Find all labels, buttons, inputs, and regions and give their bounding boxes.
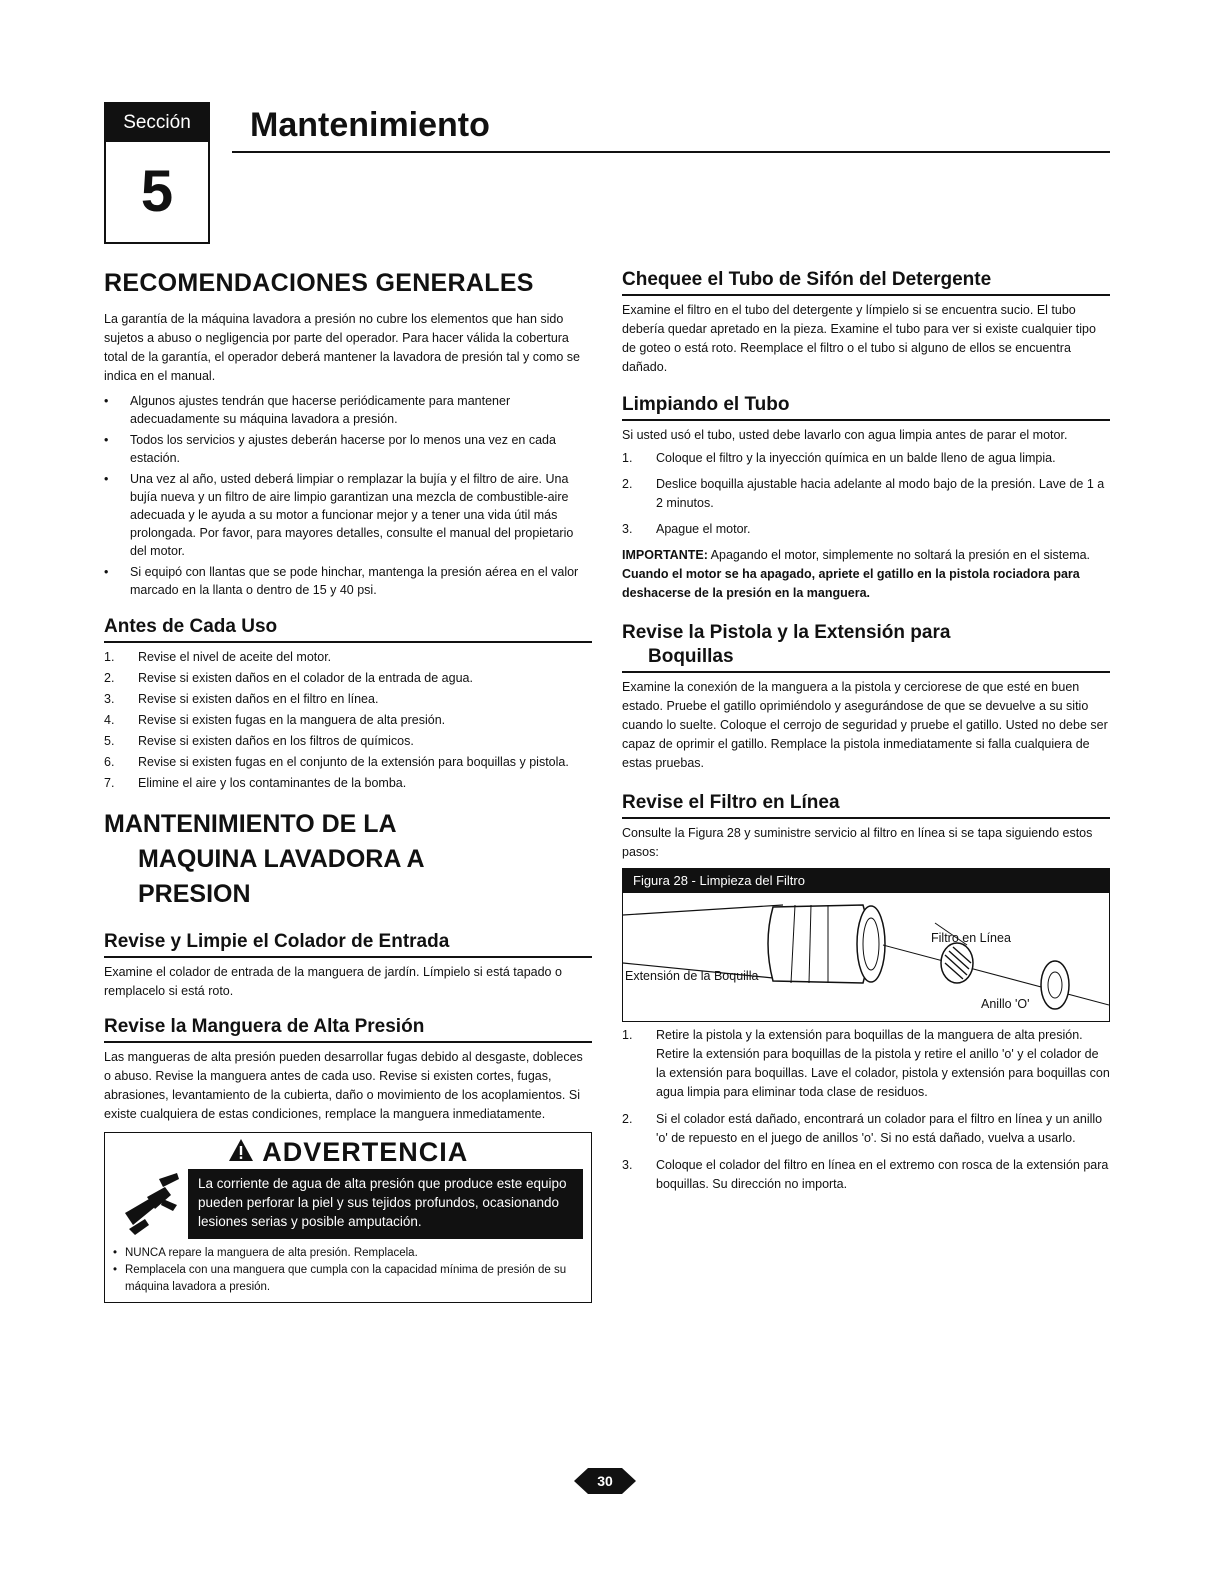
pistola-heading: Revise la Pistola y la Extensión para Boquillas <box>622 621 1110 673</box>
filtro-text: Consulte la Figura 28 y suministre servicio al filtro en línea si se tapa siguiendo estos pasos: <box>622 826 1093 859</box>
limpiando-list <box>622 449 1110 539</box>
list-item: 1. Coloque el filtro y la inyección química en un balde lleno de agua limpia. <box>622 451 1056 465</box>
list-item: 1. Retire la pistola y la extensión para boquillas de la manguera de alta presión. Retire la extensión para boquillas de la pistola y retire el anillo 'o' y el colador de la extensión para boquillas. Lave el colador, pistola y extensión para boquillas con agua limpia para eliminar toda clase de residuos. <box>622 1028 1110 1099</box>
general-bullet: • Algunos ajustes tendrán que hacerse periódicamente para mantener adecuadamente su máquina lavadora a presión. <box>104 392 592 428</box>
section-label: Sección <box>106 104 208 142</box>
general-heading: RECOMENDACIONES GENERALES <box>104 269 534 297</box>
manguera-text: Las mangueras de alta presión pueden desarrollar fugas debido al desgaste, dobleces o abuso. Revise la manguera antes de cada uso. Revise si existen cortes, fugas, abrasiones, levantamiento de la cubierta, daño o movimiento de los acoplamientos. Si existe cualquiera de estas condiciones, remplace la manguera inmediatamente. <box>104 1050 583 1121</box>
list-item: 2. Revise si existen daños en el colador de la entrada de agua. <box>104 671 473 685</box>
warning-header <box>105 1133 591 1169</box>
general-bullet: • Si equipó con llantas que se pode hinchar, mantenga la presión aérea en el valor marcado en la llanta o dentro de 15 y 40 psi. <box>104 563 592 599</box>
page-number: 30 <box>597 1473 613 1489</box>
warning-triangle-icon <box>228 1138 254 1168</box>
maintenance-heading: MANTENIMIENTO DE LA MAQUINA LAVADORA A PRESION <box>104 810 425 908</box>
filtro-list <box>622 1026 1110 1194</box>
page-title: Mantenimiento <box>250 106 490 144</box>
manguera-heading: Revise la Manguera de Alta Presión <box>104 1015 592 1043</box>
list-item: 5. Revise si existen daños en los filtros de químicos. <box>104 734 414 748</box>
section-badge <box>104 102 210 244</box>
pistola-text: Examine la conexión de la manguera a la pistola y cerciorese de que esté en buen estado. Pruebe el gatillo oprimiéndolo y asegurándose de que se devuelve a su sitio cuando lo suelte. Coloque el cerrojo de seguridad y pruebe el gatillo. Usted no debe ser capaz de oprimir el gatillo. Remplace la pistola inmediatamente si falla cualquiera de estas pruebas. <box>622 680 1108 770</box>
list-item: 1. Revise el nivel de aceite del motor. <box>104 650 332 664</box>
limpiando-heading: Limpiando el Tubo <box>622 393 1110 421</box>
figure-title: Figura 28 - Limpieza del Filtro <box>623 869 1109 893</box>
figure-label-extension: Extensión de la Boquilla <box>625 969 759 983</box>
warning-list <box>105 1239 591 1302</box>
filtro-heading: Revise el Filtro en Línea <box>622 791 1110 819</box>
list-item: 3. Revise si existen daños en el filtro en línea. <box>104 692 379 706</box>
colador-heading: Revise y Limpie el Colador de Entrada <box>104 930 592 958</box>
tubo-heading: Chequee el Tubo de Sifón del Detergente <box>622 268 1110 296</box>
figure-label-filter: Filtro en Línea <box>931 931 1011 945</box>
important-note: IMPORTANTE: Apagando el motor, simplemente no soltará la presión en el sistema. Cuando el motor se ha apagado, apriete el gatillo en la pistola rociadora para deshacerse de la presión en la manguera. <box>622 548 1091 600</box>
section-number: 5 <box>140 159 174 224</box>
figure-label-ring: Anillo 'O' <box>981 997 1030 1011</box>
left-column <box>104 268 592 1303</box>
list-item: 2. Deslice boquilla ajustable hacia adelante al modo bajo de la presión. Lave de 1 a 2 minutos. <box>622 477 1105 510</box>
general-bullet: • Todos los servicios y ajustes deberán hacerse por lo menos una vez en cada estación. <box>104 431 592 467</box>
figure-28 <box>622 868 1110 1022</box>
limpiando-intro: Si usted usó el tubo, usted debe lavarlo con agua limpia antes de parar el motor. <box>622 428 1068 442</box>
warning-item: • NUNCA repare la manguera de alta presión. Remplacela. <box>113 1245 583 1262</box>
list-item: 4. Revise si existen fugas en la manguera de alta presión. <box>104 713 446 727</box>
list-item: 3. Coloque el colador del filtro en línea en el extremo con rosca de la extensión para boquillas. Su dirección no importa. <box>622 1158 1109 1191</box>
warning-text: La corriente de agua de alta presión que produce este equipo pueden perforar la piel y sus tejidos profundos, ocasionando lesiones serias y posible amputación. <box>188 1169 583 1239</box>
tubo-text: Examine el filtro en el tubo del detergente y límpielo si se encuentra sucio. El tubo debería quedar apretado en la pieza. Examine el tubo para ver si existe cualquier tipo de goteo o está roto. Reemplace el filtro o el tubo si alguno de ellos se encuentra dañado. <box>622 303 1096 374</box>
warning-title: ADVERTENCIA <box>262 1137 469 1167</box>
warning-box <box>104 1132 592 1303</box>
filter-diagram <box>623 893 1109 1021</box>
warning-item: • Remplacela con una manguera que cumpla con la capacidad mínima de presión de su máquina lavadora a presión. <box>113 1262 583 1296</box>
spray-injury-icon <box>113 1169 188 1239</box>
colador-text: Examine el colador de entrada de la manguera de jardín. Límpielo si está tapado o remplacelo si está roto. <box>104 965 562 998</box>
list-item: 7. Elimine el aire y los contaminantes de la bomba. <box>104 776 407 790</box>
right-column <box>622 268 1110 1196</box>
antes-list <box>104 648 592 793</box>
antes-heading: Antes de Cada Uso <box>104 615 592 643</box>
general-bullets <box>104 392 592 599</box>
list-item: 3. Apague el motor. <box>622 522 751 536</box>
general-bullet: • Una vez al año, usted deberá limpiar o remplazar la bujía y el filtro de aire. Una bujía nueva y un filtro de aire limpio garantizan una mezcla de combustible-aire adecuada y le ayuda a su motor a funcionar mejor y a tener una vida útil más prolongada. Por favor, para mayores detalles, consulte el manual del propietario del motor. <box>104 470 592 560</box>
title-rule <box>232 151 1110 153</box>
page-number-badge <box>574 1464 636 1498</box>
list-item: 2. Si el colador está dañado, encontrará un colador para el filtro en línea y un anillo 'o' de repuesto en el juego de anillos 'o'. Si no está dañado, vuelva a usarlo. <box>622 1112 1103 1145</box>
list-item: 6. Revise si existen fugas en el conjunto de la extensión para boquillas y pistola. <box>104 755 569 769</box>
general-intro: La garantía de la máquina lavadora a presión no cubre los elementos que han sido sujetos a abuso o negligencia por parte del operador. Para hacer válida la cobertura total de la garantía, el operador deberá mantener la lavadora de presión tal y como se indica en el manual. <box>104 312 580 383</box>
